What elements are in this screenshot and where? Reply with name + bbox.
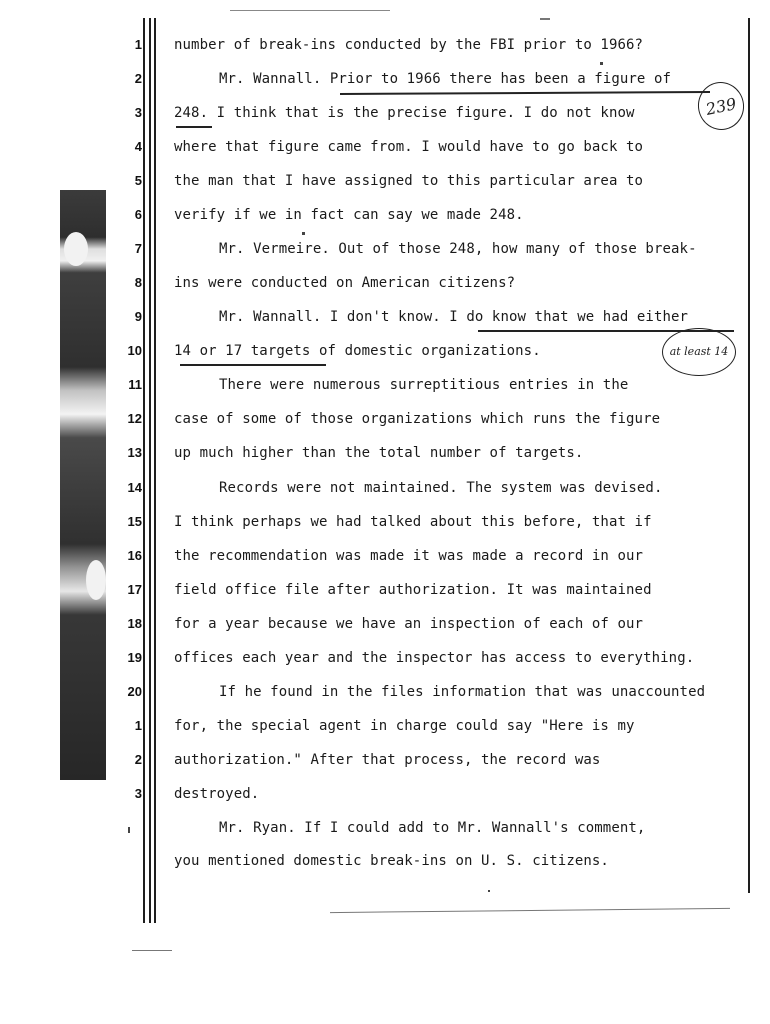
line-number: 8 bbox=[134, 275, 142, 290]
margin-note-annotation bbox=[662, 328, 736, 376]
transcript-line: you mentioned domestic break-ins on U. S. citizens. bbox=[174, 853, 609, 869]
transcript-line: ins were conducted on American citizens? bbox=[174, 275, 516, 291]
transcript-line: If he found in the files information that was unaccounted bbox=[219, 684, 706, 700]
line-number: 19 bbox=[127, 650, 142, 665]
line-number: 14 bbox=[127, 480, 142, 495]
transcript-line: verify if we in fact can say we made 248. bbox=[174, 207, 524, 223]
transcript-line: the man that I have assigned to this particular area to bbox=[174, 173, 644, 189]
line-number: 6 bbox=[134, 207, 142, 222]
transcript-line: offices each year and the inspector has access to everything. bbox=[174, 650, 695, 666]
line-number: 15 bbox=[127, 514, 142, 529]
line-number: 18 bbox=[127, 616, 142, 631]
transcript-line: 248. I think that is the precise figure. I do not know bbox=[174, 105, 635, 121]
right-margin-rule bbox=[748, 18, 750, 893]
bottom-scan-line bbox=[330, 908, 730, 913]
transcript-line: There were numerous surreptitious entries in the bbox=[219, 377, 629, 393]
line-number: 1 bbox=[134, 37, 142, 52]
line-number: 12 bbox=[127, 411, 142, 426]
transcript-line: case of some of those organizations which runs the figure bbox=[174, 411, 661, 427]
transcript-line: Mr. Vermeire. Out of those 248, how many of those break- bbox=[219, 241, 697, 257]
scan-speck bbox=[540, 18, 550, 20]
transcript-line: I think perhaps we had talked about this before, that if bbox=[174, 514, 652, 530]
handwritten-underline bbox=[340, 91, 710, 95]
line-number: 3 bbox=[134, 786, 142, 801]
transcript-line: up much higher than the total number of targets. bbox=[174, 445, 584, 461]
line-number: 3 bbox=[134, 105, 142, 120]
line-number: 20 bbox=[127, 684, 142, 699]
left-margin-rule bbox=[149, 18, 151, 923]
left-margin-rule bbox=[143, 18, 145, 923]
line-number: 10 bbox=[127, 343, 142, 358]
left-margin-rule bbox=[154, 18, 156, 923]
transcript-line: where that figure came from. I would have to go back to bbox=[174, 139, 644, 155]
transcript-line: 14 or 17 targets of domestic organizations. bbox=[174, 343, 541, 359]
line-number: 2 bbox=[134, 71, 142, 86]
scan-speck bbox=[302, 232, 305, 235]
line-number: 9 bbox=[134, 309, 142, 324]
top-scan-line bbox=[230, 10, 390, 11]
transcript-line: Records were not maintained. The system was devised. bbox=[219, 480, 663, 496]
line-number: 2 bbox=[134, 752, 142, 767]
line-number: 4 bbox=[134, 139, 142, 154]
transcript-line: Mr. Ryan. If I could add to Mr. Wannall's comment, bbox=[219, 820, 646, 836]
transcript-line: authorization." After that process, the record was bbox=[174, 752, 601, 768]
line-number: 11 bbox=[128, 377, 142, 392]
line-number: 13 bbox=[127, 445, 142, 460]
transcript-line: Mr. Wannall. Prior to 1966 there has been a figure of bbox=[219, 71, 672, 87]
page-mark-text: 239 bbox=[704, 93, 738, 119]
handwritten-underline bbox=[176, 126, 212, 128]
transcript-line: for, the special agent in charge could say "Here is my bbox=[174, 718, 635, 734]
line-number: 17 bbox=[127, 582, 142, 597]
transcript-line: destroyed. bbox=[174, 786, 260, 802]
transcript-line: the recommendation was made it was made a record in our bbox=[174, 548, 644, 564]
margin-note-text: at least 14 bbox=[669, 345, 729, 358]
bottom-scan-line bbox=[132, 950, 172, 951]
line-number: 5 bbox=[134, 173, 142, 188]
scan-speck bbox=[128, 827, 130, 833]
scan-speck bbox=[488, 890, 490, 892]
scan-speck bbox=[600, 62, 603, 65]
transcript-line: number of break-ins conducted by the FBI prior to 1966? bbox=[174, 37, 644, 53]
line-number: 7 bbox=[134, 241, 142, 256]
transcript-line: Mr. Wannall. I don't know. I do know that we had either bbox=[219, 309, 689, 325]
line-number: 16 bbox=[127, 548, 142, 563]
handwritten-underline bbox=[180, 364, 326, 366]
line-number: 1 bbox=[134, 718, 142, 733]
transcript-line: field office file after authorization. It was maintained bbox=[174, 582, 652, 598]
transcript-line: for a year because we have an inspection of each of our bbox=[174, 616, 644, 632]
scan-artifact-blob bbox=[64, 232, 88, 266]
